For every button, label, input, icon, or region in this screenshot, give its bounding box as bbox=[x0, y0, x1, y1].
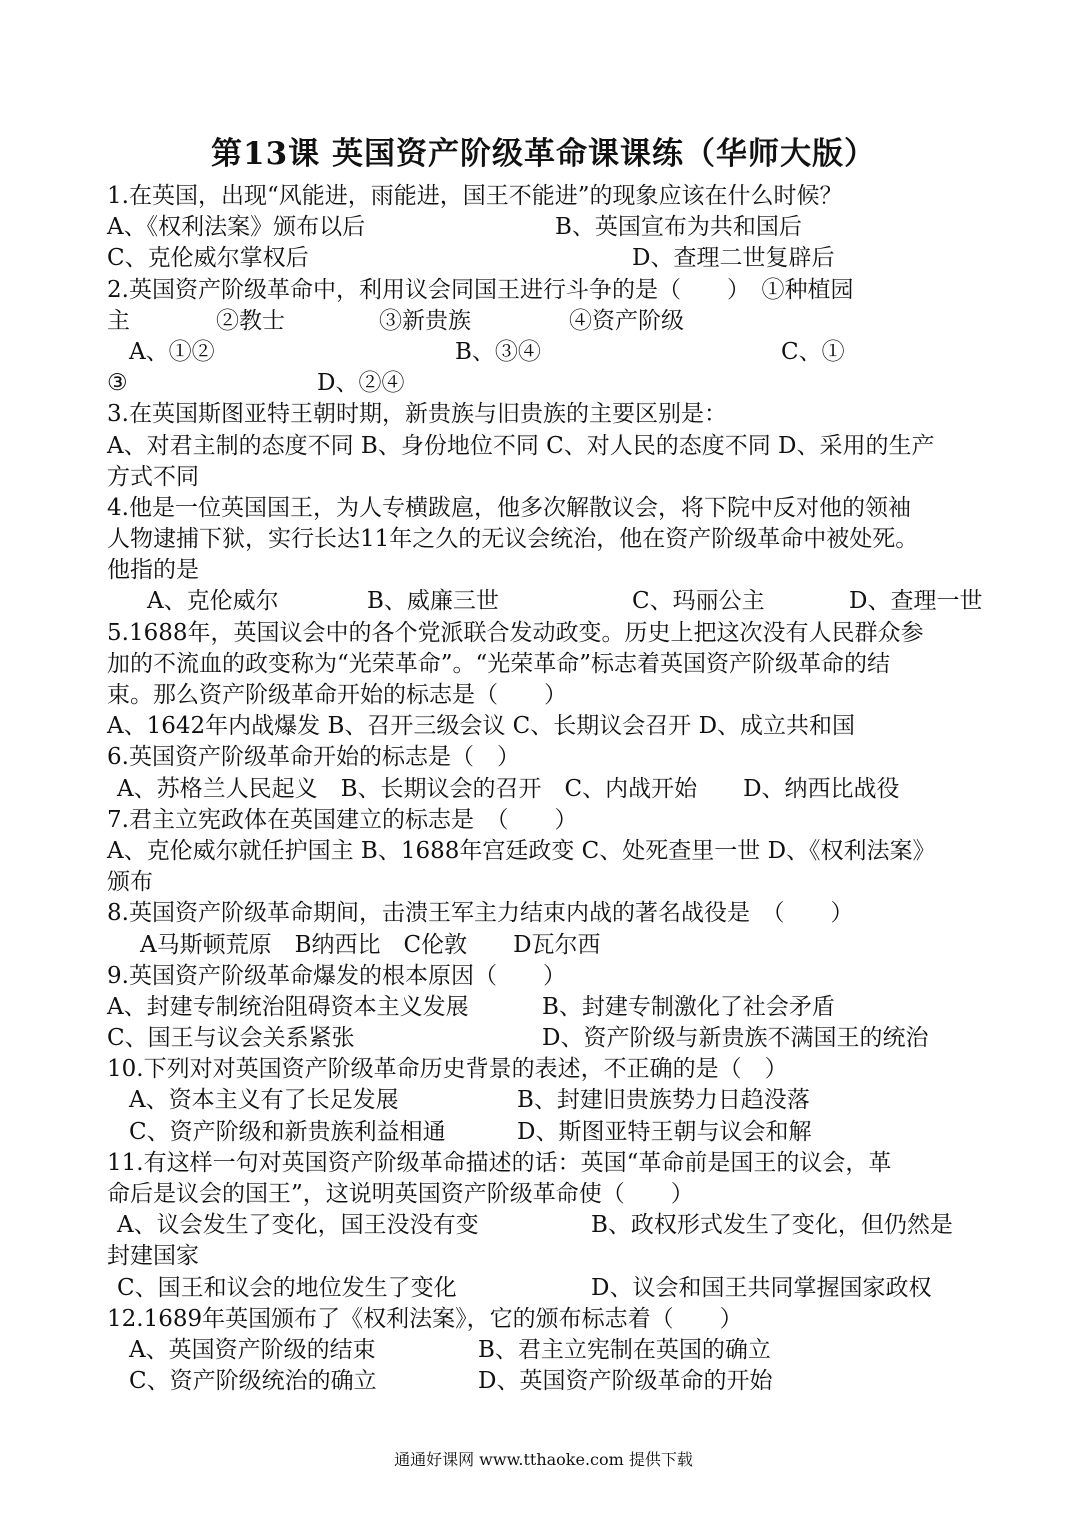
answer-text: A、资本主义有了长足发展 bbox=[129, 1087, 399, 1114]
answer-text: 封建国家 bbox=[107, 1243, 199, 1270]
page-title: 第13课 英国资产阶级革命课课练（华师大版） bbox=[211, 136, 876, 172]
answer-text: B、封建旧贵族势力日趋没落 bbox=[517, 1087, 810, 1114]
question-line bbox=[107, 462, 987, 493]
answer-text: ④资产阶级 bbox=[569, 307, 684, 334]
question-line bbox=[107, 774, 987, 805]
question-stem: 1.在英国，出现“风能进，雨能进，国王不能进”的现象应该在什么时候？ bbox=[107, 183, 843, 209]
question-7 bbox=[107, 805, 987, 899]
answer-text: C、资产阶级统治的确立 bbox=[129, 1368, 377, 1395]
question-line bbox=[107, 181, 987, 212]
answer-text: ③新贵族 bbox=[379, 307, 471, 334]
question-8 bbox=[107, 898, 987, 960]
question-line bbox=[107, 1054, 987, 1085]
question-line bbox=[107, 898, 987, 929]
question-9 bbox=[107, 961, 987, 1055]
question-line bbox=[107, 1273, 987, 1304]
question-line bbox=[107, 930, 987, 961]
question-12 bbox=[107, 1304, 987, 1398]
question-stem: 2.英国资产阶级革命中，利用议会同国王进行斗争的是（ ） ①种植园 bbox=[107, 276, 854, 303]
answer-text: C、资产阶级和新贵族利益相通 bbox=[129, 1118, 446, 1145]
answer-text: D、斯图亚特王朝与议会和解 bbox=[517, 1118, 812, 1145]
answer-text: D、查理一世 bbox=[849, 588, 983, 615]
question-stem: 7.君主立宪政体在英国建立的标志是 （ ） bbox=[107, 806, 578, 833]
answer-text: C、① bbox=[781, 338, 845, 365]
question-line bbox=[107, 368, 987, 399]
answer-text: C、国王和议会的地位发生了变化 bbox=[117, 1274, 457, 1301]
answer-text: A、克伦威尔就任护国主 B、1688年宫廷政变 C、处死查里一世 D、《权利法案》 bbox=[107, 837, 936, 864]
answer-text: A、封建专制统治阻碍资本主义发展 bbox=[107, 993, 469, 1020]
question-line bbox=[107, 1366, 987, 1397]
question-line bbox=[107, 212, 987, 243]
answer-text: B、君主立宪制在英国的确立 bbox=[478, 1336, 771, 1363]
answer-text: B、政权形式发生了变化，但仍然是 bbox=[591, 1212, 953, 1239]
question-list bbox=[107, 181, 987, 1397]
question-line bbox=[107, 992, 987, 1023]
question-3 bbox=[107, 399, 987, 493]
answer-text: A、①② bbox=[129, 338, 215, 365]
answer-text: 人物逮捕下狱，实行长达11年之久的无议会统治，他在资产阶级革命中被处死。 bbox=[107, 526, 919, 553]
question-line bbox=[107, 836, 987, 867]
answer-text: D、议会和国王共同掌握国家政权 bbox=[591, 1274, 932, 1301]
answer-text: D、查理二世复辟后 bbox=[632, 245, 835, 272]
question-line bbox=[107, 867, 987, 898]
question-stem: 9.英国资产阶级革命爆发的根本原因（ ） bbox=[107, 962, 566, 989]
question-line bbox=[107, 1179, 987, 1210]
question-line bbox=[107, 742, 987, 773]
question-line bbox=[107, 649, 987, 680]
question-11 bbox=[107, 1148, 987, 1304]
answer-text: A、对君主制的态度不同 B、身份地位不同 C、对人民的态度不同 D、采用的生产 bbox=[107, 432, 935, 459]
question-line bbox=[107, 680, 987, 711]
question-line bbox=[107, 711, 987, 742]
question-2 bbox=[107, 275, 987, 400]
answer-text: 颁布 bbox=[107, 869, 153, 896]
answer-text: 方式不同 bbox=[107, 463, 199, 490]
answer-text: D、资产阶级与新贵族不满国王的统治 bbox=[542, 1025, 929, 1052]
question-line bbox=[107, 555, 987, 586]
question-stem: 5.1688年，英国议会中的各个党派联合发动政变。历史上把这次没有人民群众参 bbox=[107, 619, 924, 646]
answer-text: B、威廉三世 bbox=[367, 588, 499, 615]
answer-text: B、③④ bbox=[455, 338, 541, 365]
answer-text: A、克伦威尔 bbox=[147, 588, 279, 615]
footer-text: 通通好课网 www.tthaoke.com 提供下载 bbox=[394, 1450, 693, 1469]
question-line bbox=[107, 1023, 987, 1054]
question-line bbox=[107, 1304, 987, 1335]
question-line bbox=[107, 961, 987, 992]
answer-text: C、玛丽公主 bbox=[632, 588, 765, 615]
question-line bbox=[107, 1148, 987, 1179]
answer-text: 束。那么资产阶级革命开始的标志是（ ） bbox=[107, 682, 567, 708]
answer-text: B、英国宣布为共和国后 bbox=[555, 214, 802, 241]
question-stem: 4.他是一位英国国王，为人专横跋扈，他多次解散议会，将下院中反对他的领袖 bbox=[107, 494, 911, 521]
question-line bbox=[107, 306, 987, 337]
answer-text: A、《权利法案》颁布以后 bbox=[107, 214, 366, 241]
question-line bbox=[107, 524, 987, 555]
answer-text: A、议会发生了变化，国王没没有变 bbox=[117, 1212, 479, 1239]
answer-text: A、1642年内战爆发 B、召开三级会议 C、长期议会召开 D、成立共和国 bbox=[107, 713, 856, 740]
question-stem: 11.有这样一句对英国资产阶级革命描述的话：英国“革命前是国王的议会，革 bbox=[107, 1149, 892, 1176]
answer-text: A、英国资产阶级的结束 bbox=[129, 1336, 376, 1363]
question-line bbox=[107, 805, 987, 836]
question-5 bbox=[107, 618, 987, 743]
answer-text: 他指的是 bbox=[107, 557, 199, 584]
answer-text: 命后是议会的国王”，这说明英国资产阶级革命使（ ） bbox=[107, 1181, 694, 1207]
answer-text: ③ bbox=[107, 370, 128, 397]
question-line bbox=[107, 1241, 987, 1272]
question-6 bbox=[107, 742, 987, 804]
question-stem: 6.英国资产阶级革命开始的标志是（ ） bbox=[107, 744, 520, 771]
question-line bbox=[107, 1117, 987, 1148]
answer-text: C、克伦威尔掌权后 bbox=[107, 245, 309, 272]
answer-text: ②教士 bbox=[216, 307, 285, 334]
answer-text: D、英国资产阶级革命的开始 bbox=[478, 1368, 773, 1395]
question-line bbox=[107, 275, 987, 306]
answer-text: 加的不流血的政变称为“光荣革命”。“光荣革命”标志着英国资产阶级革命的结 bbox=[107, 650, 891, 677]
question-line bbox=[107, 399, 987, 430]
question-line bbox=[107, 431, 987, 462]
question-1 bbox=[107, 181, 987, 275]
answer-text: A马斯顿荒原 B纳西比 C伦敦 D瓦尔西 bbox=[140, 931, 601, 958]
answer-text: D、②④ bbox=[317, 370, 405, 397]
answer-text: A、苏格兰人民起义 B、长期议会的召开 C、内战开始 D、纳西比战役 bbox=[117, 775, 900, 802]
question-line bbox=[107, 493, 987, 524]
question-stem: 10.下列对对英国资产阶级革命历史背景的表述，不正确的是（ ） bbox=[107, 1056, 788, 1083]
answer-text: 主 bbox=[107, 307, 130, 334]
question-stem: 12.1689年英国颁布了《权利法案》，它的颁布标志着（ ） bbox=[107, 1305, 743, 1332]
question-line bbox=[107, 243, 987, 274]
question-line bbox=[107, 586, 987, 617]
question-4 bbox=[107, 493, 987, 618]
answer-text: C、国王与议会关系紧张 bbox=[107, 1025, 355, 1052]
question-line bbox=[107, 337, 987, 368]
answer-text: B、封建专制激化了社会矛盾 bbox=[542, 993, 835, 1020]
question-line bbox=[107, 618, 987, 649]
question-10 bbox=[107, 1054, 987, 1148]
question-stem: 3.在英国斯图亚特王朝时期，新贵族与旧贵族的主要区别是： bbox=[107, 401, 727, 428]
question-line bbox=[107, 1085, 987, 1116]
question-stem: 8.英国资产阶级革命期间，击溃王军主力结束内战的著名战役是 （ ） bbox=[107, 900, 854, 927]
question-line bbox=[107, 1210, 987, 1241]
question-line bbox=[107, 1335, 987, 1366]
